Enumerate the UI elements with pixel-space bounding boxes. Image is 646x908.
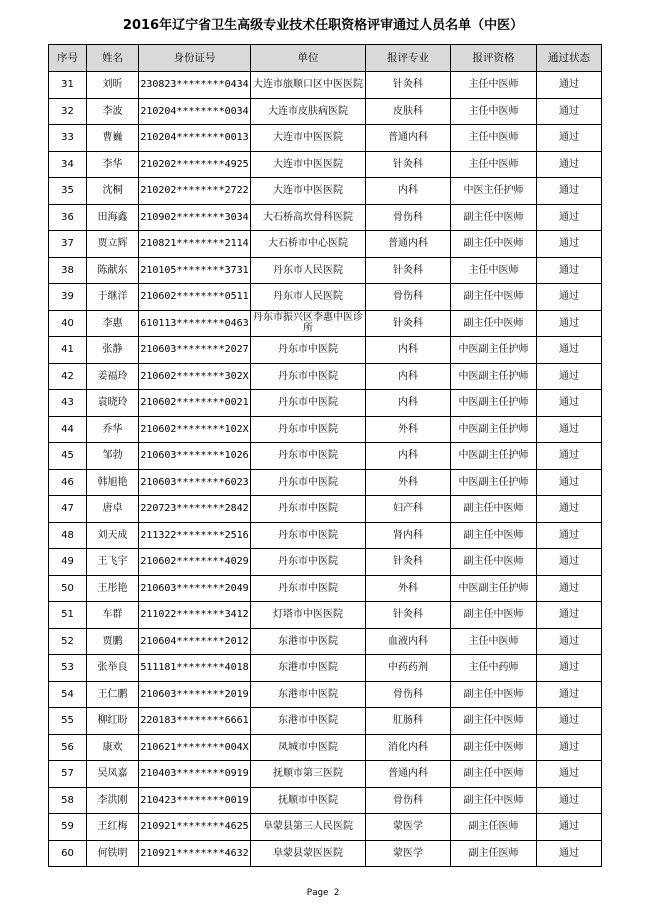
status-cell: 通过	[537, 549, 602, 576]
qualification-cell: 副主任中医师	[451, 204, 537, 231]
specialty-cell: 普通内科	[366, 231, 451, 258]
table-row	[49, 496, 602, 523]
qualification-cell: 中医副主任护师	[451, 443, 537, 470]
unit-cell: 丹东市中医院	[251, 390, 366, 417]
seq-cell: 38	[49, 257, 87, 284]
name-cell: 李惠	[87, 310, 139, 337]
unit-cell: 丹东市中医院	[251, 496, 366, 523]
seq-cell: 46	[49, 469, 87, 496]
specialty-cell: 骨伤科	[366, 681, 451, 708]
seq-cell: 53	[49, 655, 87, 682]
table-row	[49, 602, 602, 629]
table-row	[49, 337, 602, 364]
qualification-cell: 主任中医师	[451, 98, 537, 125]
table-row	[49, 469, 602, 496]
table-row	[49, 98, 602, 125]
unit-cell: 丹东市中医院	[251, 549, 366, 576]
id-number-cell: 210202********2722	[139, 178, 251, 205]
seq-cell: 47	[49, 496, 87, 523]
qualification-cell: 副主任中医师	[451, 787, 537, 814]
id-number-cell: 210921********4632	[139, 840, 251, 867]
name-cell: 姜福玲	[87, 363, 139, 390]
seq-cell: 33	[49, 125, 87, 152]
name-cell: 田海鑫	[87, 204, 139, 231]
table-row	[49, 840, 602, 867]
unit-cell: 东港市中医院	[251, 628, 366, 655]
seq-cell: 34	[49, 151, 87, 178]
seq-cell: 43	[49, 390, 87, 417]
id-number-cell: 210621********004X	[139, 734, 251, 761]
table-row	[49, 655, 602, 682]
name-cell: 王仁鹏	[87, 681, 139, 708]
qualification-cell: 中医副主任护师	[451, 469, 537, 496]
col-header-id: 身份证号	[139, 45, 251, 72]
unit-cell: 东港市中医院	[251, 681, 366, 708]
qualification-cell: 主任中药师	[451, 655, 537, 682]
id-number-cell: 210604********2012	[139, 628, 251, 655]
seq-cell: 45	[49, 443, 87, 470]
table-row	[49, 549, 602, 576]
table-row	[49, 575, 602, 602]
unit-cell: 抚顺市中医院	[251, 787, 366, 814]
name-cell: 吴凤嘉	[87, 761, 139, 788]
seq-cell: 31	[49, 72, 87, 99]
specialty-cell: 针灸科	[366, 549, 451, 576]
name-cell: 袁晓玲	[87, 390, 139, 417]
qualification-cell: 副主任中医师	[451, 549, 537, 576]
status-cell: 通过	[537, 761, 602, 788]
unit-cell: 大连市旅顺口区中医医院	[251, 72, 366, 99]
name-cell: 刘昕	[87, 72, 139, 99]
seq-cell: 48	[49, 522, 87, 549]
specialty-cell: 内科	[366, 337, 451, 364]
status-cell: 通过	[537, 390, 602, 417]
specialty-cell: 骨伤科	[366, 284, 451, 311]
name-cell: 贾鹏	[87, 628, 139, 655]
col-header-name: 姓名	[87, 45, 139, 72]
unit-cell: 丹东市人民医院	[251, 284, 366, 311]
table-row	[49, 443, 602, 470]
qualification-cell: 副主任中医师	[451, 708, 537, 735]
table-row	[49, 363, 602, 390]
id-number-cell: 210603********2049	[139, 575, 251, 602]
status-cell: 通过	[537, 628, 602, 655]
id-number-cell: 211022********3412	[139, 602, 251, 629]
table-row	[49, 310, 602, 337]
specialty-cell: 外科	[366, 575, 451, 602]
name-cell: 柳红盼	[87, 708, 139, 735]
status-cell: 通过	[537, 681, 602, 708]
table-row	[49, 708, 602, 735]
specialty-cell: 针灸科	[366, 257, 451, 284]
status-cell: 通过	[537, 284, 602, 311]
name-cell: 陈献东	[87, 257, 139, 284]
specialty-cell: 针灸科	[366, 151, 451, 178]
name-cell: 唐卓	[87, 496, 139, 523]
qualification-cell: 中医副主任护师	[451, 390, 537, 417]
id-number-cell: 210204********0013	[139, 125, 251, 152]
qualification-cell: 中医副主任护师	[451, 575, 537, 602]
name-cell: 沈桐	[87, 178, 139, 205]
name-cell: 乔华	[87, 416, 139, 443]
status-cell: 通过	[537, 496, 602, 523]
name-cell: 王红梅	[87, 814, 139, 841]
id-number-cell: 230823********0434	[139, 72, 251, 99]
unit-cell: 大连市中医医院	[251, 151, 366, 178]
qualification-cell: 中医副主任护师	[451, 363, 537, 390]
qualification-cell: 副主任中医师	[451, 522, 537, 549]
qualification-cell: 副主任中医师	[451, 284, 537, 311]
specialty-cell: 普通内科	[366, 125, 451, 152]
unit-cell: 丹东市中医院	[251, 522, 366, 549]
unit-cell: 丹东市中医院	[251, 363, 366, 390]
name-cell: 何铁明	[87, 840, 139, 867]
qualification-cell: 副主任中医师	[451, 310, 537, 337]
qualification-cell: 中医副主任护师	[451, 337, 537, 364]
qualification-cell: 副主任中医师	[451, 496, 537, 523]
unit-cell: 大连市皮肤病医院	[251, 98, 366, 125]
specialty-cell: 内科	[366, 363, 451, 390]
specialty-cell: 骨伤科	[366, 204, 451, 231]
specialty-cell: 中药药剂	[366, 655, 451, 682]
status-cell: 通过	[537, 469, 602, 496]
status-cell: 通过	[537, 72, 602, 99]
seq-cell: 32	[49, 98, 87, 125]
name-cell: 贾立辉	[87, 231, 139, 258]
specialty-cell: 蒙医学	[366, 840, 451, 867]
seq-cell: 57	[49, 761, 87, 788]
qualification-cell: 中医副主任护师	[451, 416, 537, 443]
name-cell: 车群	[87, 602, 139, 629]
table-row	[49, 151, 602, 178]
table-row	[49, 390, 602, 417]
table-row	[49, 628, 602, 655]
table-row	[49, 72, 602, 99]
unit-cell: 大连市中医医院	[251, 125, 366, 152]
specialty-cell: 血液内科	[366, 628, 451, 655]
table-row	[49, 204, 602, 231]
specialty-cell: 妇产科	[366, 496, 451, 523]
unit-cell: 丹东市中医院	[251, 443, 366, 470]
document-title: 2016年辽宁省卫生高级专业技术任职资格评审通过人员名单（中医）	[122, 18, 524, 33]
table-row	[49, 734, 602, 761]
qualification-cell: 副主任中医师	[451, 734, 537, 761]
unit-cell: 东港市中医院	[251, 655, 366, 682]
qualification-cell: 副主任医师	[451, 814, 537, 841]
id-number-cell: 210105********3731	[139, 257, 251, 284]
unit-cell: 丹东市振兴区李惠中医诊所	[251, 310, 366, 337]
specialty-cell: 骨伤科	[366, 787, 451, 814]
unit-cell: 凤城市中医院	[251, 734, 366, 761]
col-header-specialty: 报评专业	[366, 45, 451, 72]
status-cell: 通过	[537, 363, 602, 390]
col-header-seq: 序号	[49, 45, 87, 72]
col-header-unit: 单位	[251, 45, 366, 72]
table-header	[49, 45, 602, 72]
seq-cell: 54	[49, 681, 87, 708]
status-cell: 通过	[537, 98, 602, 125]
name-cell: 邹勃	[87, 443, 139, 470]
seq-cell: 42	[49, 363, 87, 390]
seq-cell: 59	[49, 814, 87, 841]
unit-cell: 阜蒙县第三人民医院	[251, 814, 366, 841]
id-number-cell: 220723********2842	[139, 496, 251, 523]
name-cell: 李波	[87, 98, 139, 125]
qualification-cell: 副主任医师	[451, 840, 537, 867]
status-cell: 通过	[537, 257, 602, 284]
qualification-cell: 主任中医师	[451, 257, 537, 284]
status-cell: 通过	[537, 575, 602, 602]
id-number-cell: 210603********6023	[139, 469, 251, 496]
unit-cell: 抚顺市第三医院	[251, 761, 366, 788]
specialty-cell: 外科	[366, 469, 451, 496]
unit-cell: 丹东市人民医院	[251, 257, 366, 284]
qualification-cell: 副主任中医师	[451, 231, 537, 258]
id-number-cell: 210602********102X	[139, 416, 251, 443]
status-cell: 通过	[537, 708, 602, 735]
col-header-qualification: 报评资格	[451, 45, 537, 72]
status-cell: 通过	[537, 416, 602, 443]
table-row	[49, 522, 602, 549]
name-cell: 李洪刚	[87, 787, 139, 814]
seq-cell: 55	[49, 708, 87, 735]
unit-cell: 丹东市中医院	[251, 337, 366, 364]
id-number-cell: 511181********4018	[139, 655, 251, 682]
status-cell: 通过	[537, 310, 602, 337]
seq-cell: 58	[49, 787, 87, 814]
name-cell: 韩旭艳	[87, 469, 139, 496]
specialty-cell: 消化内科	[366, 734, 451, 761]
id-number-cell: 210821********2114	[139, 231, 251, 258]
page-footer: Page 2	[306, 888, 340, 898]
qualification-cell: 主任中医师	[451, 72, 537, 99]
header-row	[49, 45, 602, 72]
table-row	[49, 416, 602, 443]
specialty-cell: 外科	[366, 416, 451, 443]
unit-cell: 丹东市中医院	[251, 416, 366, 443]
unit-cell: 丹东市中医院	[251, 575, 366, 602]
id-number-cell: 210602********0511	[139, 284, 251, 311]
status-cell: 通过	[537, 443, 602, 470]
id-number-cell: 610113********0463	[139, 310, 251, 337]
name-cell: 王彤艳	[87, 575, 139, 602]
seq-cell: 44	[49, 416, 87, 443]
status-cell: 通过	[537, 814, 602, 841]
seq-cell: 35	[49, 178, 87, 205]
status-cell: 通过	[537, 231, 602, 258]
status-cell: 通过	[537, 125, 602, 152]
specialty-cell: 蒙医学	[366, 814, 451, 841]
unit-cell: 大连市中医医院	[251, 178, 366, 205]
table-body	[49, 72, 602, 867]
id-number-cell: 211322********2516	[139, 522, 251, 549]
seq-cell: 39	[49, 284, 87, 311]
unit-cell: 东港市中医院	[251, 708, 366, 735]
unit-cell: 大石桥市中心医院	[251, 231, 366, 258]
name-cell: 张举良	[87, 655, 139, 682]
seq-cell: 37	[49, 231, 87, 258]
seq-cell: 56	[49, 734, 87, 761]
table-row	[49, 178, 602, 205]
status-cell: 通过	[537, 204, 602, 231]
table-row	[49, 257, 602, 284]
name-cell: 李华	[87, 151, 139, 178]
status-cell: 通过	[537, 178, 602, 205]
seq-cell: 60	[49, 840, 87, 867]
id-number-cell: 210603********2019	[139, 681, 251, 708]
seq-cell: 49	[49, 549, 87, 576]
id-number-cell: 210423********0019	[139, 787, 251, 814]
specialty-cell: 针灸科	[366, 310, 451, 337]
seq-cell: 51	[49, 602, 87, 629]
specialty-cell: 肛肠科	[366, 708, 451, 735]
seq-cell: 40	[49, 310, 87, 337]
specialty-cell: 针灸科	[366, 602, 451, 629]
name-cell: 王飞宇	[87, 549, 139, 576]
unit-cell: 大石桥高坎骨科医院	[251, 204, 366, 231]
status-cell: 通过	[537, 787, 602, 814]
specialty-cell: 内科	[366, 390, 451, 417]
id-number-cell: 210204********0034	[139, 98, 251, 125]
status-cell: 通过	[537, 655, 602, 682]
table-row	[49, 681, 602, 708]
col-header-status: 通过状态	[537, 45, 602, 72]
id-number-cell: 210602********302X	[139, 363, 251, 390]
name-cell: 康欢	[87, 734, 139, 761]
table-row	[49, 284, 602, 311]
qualification-cell: 副主任中医师	[451, 602, 537, 629]
table-row	[49, 814, 602, 841]
seq-cell: 41	[49, 337, 87, 364]
seq-cell: 50	[49, 575, 87, 602]
id-number-cell: 210602********4029	[139, 549, 251, 576]
qualification-cell: 主任中医师	[451, 151, 537, 178]
id-number-cell: 210921********4625	[139, 814, 251, 841]
seq-cell: 36	[49, 204, 87, 231]
id-number-cell: 210902********3034	[139, 204, 251, 231]
specialty-cell: 皮肤科	[366, 98, 451, 125]
specialty-cell: 普通内科	[366, 761, 451, 788]
qualification-cell: 中医主任护师	[451, 178, 537, 205]
name-cell: 曹巍	[87, 125, 139, 152]
qualification-cell: 副主任中医师	[451, 681, 537, 708]
table-row	[49, 761, 602, 788]
id-number-cell: 220183********6661	[139, 708, 251, 735]
status-cell: 通过	[537, 602, 602, 629]
id-number-cell: 210603********1026	[139, 443, 251, 470]
name-cell: 张静	[87, 337, 139, 364]
qualification-cell: 主任中医师	[451, 125, 537, 152]
qualification-cell: 主任中医师	[451, 628, 537, 655]
status-cell: 通过	[537, 734, 602, 761]
name-cell: 于继洋	[87, 284, 139, 311]
specialty-cell: 针灸科	[366, 72, 451, 99]
unit-cell: 灯塔市中医医院	[251, 602, 366, 629]
name-cell: 刘天成	[87, 522, 139, 549]
specialty-cell: 内科	[366, 178, 451, 205]
status-cell: 通过	[537, 337, 602, 364]
seq-cell: 52	[49, 628, 87, 655]
id-number-cell: 210602********0021	[139, 390, 251, 417]
roster-table	[48, 44, 602, 867]
specialty-cell: 内科	[366, 443, 451, 470]
table-row	[49, 125, 602, 152]
id-number-cell: 210403********0919	[139, 761, 251, 788]
table-row	[49, 231, 602, 258]
unit-cell: 阜蒙县蒙医医院	[251, 840, 366, 867]
specialty-cell: 肾内科	[366, 522, 451, 549]
status-cell: 通过	[537, 840, 602, 867]
unit-cell: 丹东市中医院	[251, 469, 366, 496]
status-cell: 通过	[537, 151, 602, 178]
qualification-cell: 副主任中医师	[451, 761, 537, 788]
id-number-cell: 210202********4925	[139, 151, 251, 178]
table-row	[49, 787, 602, 814]
status-cell: 通过	[537, 522, 602, 549]
id-number-cell: 210603********2027	[139, 337, 251, 364]
